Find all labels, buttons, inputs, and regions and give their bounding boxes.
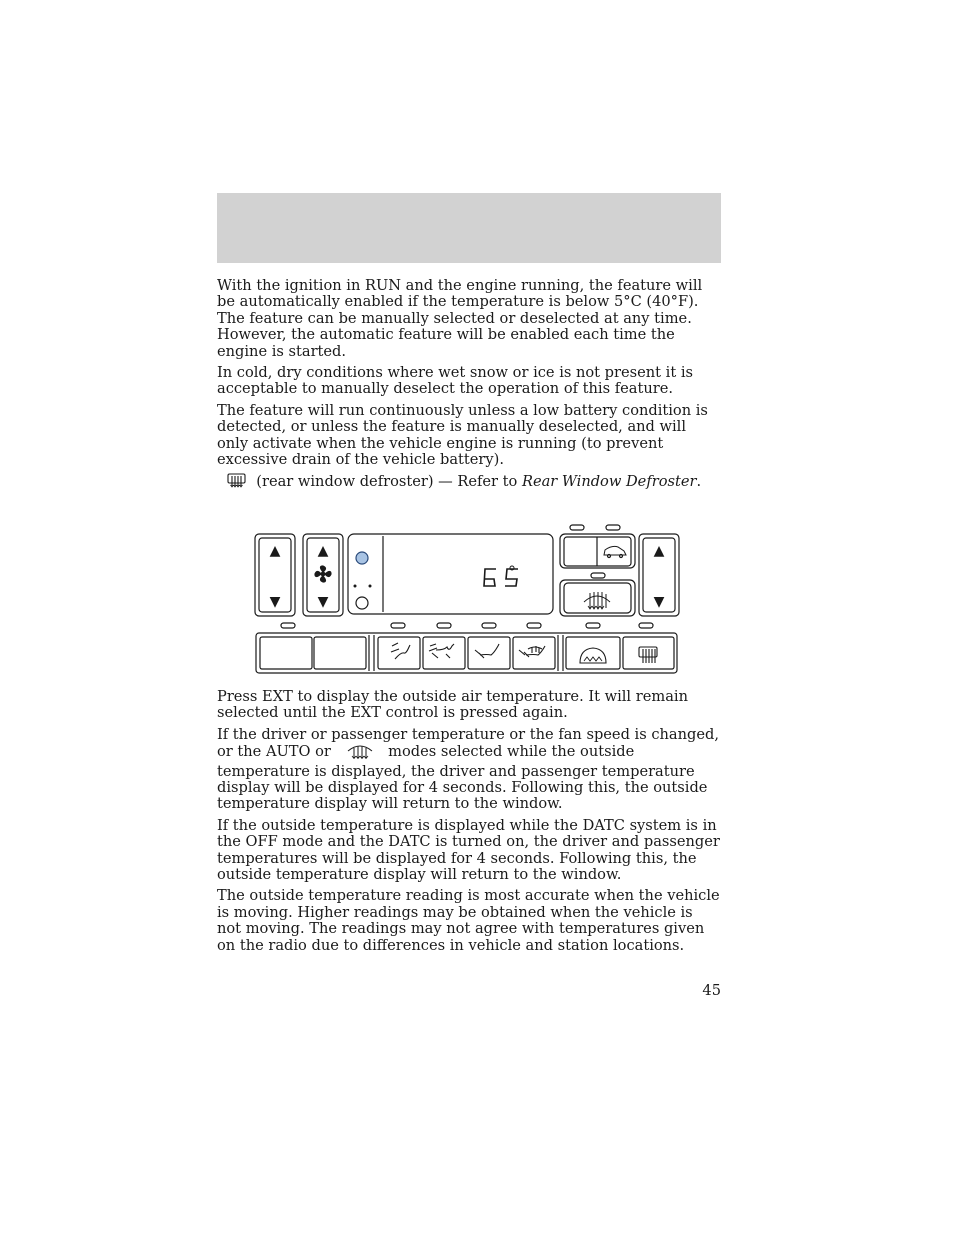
defrost-icon [336, 743, 384, 763]
panel-defrost-button[interactable] [560, 580, 635, 616]
driver-temp-down-button[interactable]: ▼ [269, 594, 281, 610]
defroster-note [217, 473, 721, 493]
passenger-temp-up-button[interactable]: ▲ [653, 543, 665, 559]
passenger-temp-down-button[interactable]: ▼ [653, 594, 665, 610]
defroster-text: (rear window defroster) — Refer to [256, 473, 522, 491]
recirculation-button[interactable] [560, 534, 635, 568]
paragraph: If the outside temperature is displayed while the DATC system is in the OFF mode and the DATC is turned on, the driver and passenger temperatures will be displayed for 4 seconds. Following this, the outside temperature display will return to the window. [217, 816, 720, 884]
defroster-link[interactable]: Rear Window Defroster [521, 473, 697, 491]
floor-defrost-icon[interactable] [519, 646, 545, 657]
panel-vent-icon[interactable] [391, 643, 410, 659]
paragraph-auto [217, 727, 721, 813]
display-temperature-readout [484, 566, 518, 586]
paragraph: The outside temperature reading is most accurate when the vehicle is moving. Higher readings may be obtained when the vehicle is not moving. The readings may not agree with temperatures given on the radio due to differences in vehicle and station locations. [217, 887, 720, 954]
defroster-text-end: . [696, 473, 702, 491]
floor-icon[interactable] [475, 644, 499, 658]
paragraph-ext: Press EXT to display the outside air temperature. It will remain selected until the EXT control is pressed again. [217, 688, 688, 722]
page-number: 45 [702, 982, 721, 999]
windshield-defrost-icon[interactable] [580, 648, 606, 663]
fan-speed-down-button[interactable]: ▼ [317, 594, 329, 610]
fan-icon [315, 566, 331, 582]
rear-window-defroster-icon [227, 473, 247, 493]
paragraph: In cold, dry conditions where wet snow or ice is not present it is acceptable to manually deselect the operation of this feature. [217, 364, 693, 398]
paragraph: With the ignition in RUN and the engine running, the feature will be automatically enabled if the temperature is below 5°C (40°F). The feature can be manually selected or deselected at any time. However, the automatic feature will be enabled each time the engine is started. [217, 277, 703, 360]
driver-temp-up-button[interactable]: ▲ [269, 543, 281, 559]
paragraph-auto-start: If the driver or passenger temperature or the fan speed is changed, or the AUTO or [217, 725, 719, 761]
paragraph-auto-end: modes selected while the outside temperature is displayed, the driver and passenger temperature display will be displayed for 4 seconds. Following this, the outside temperature display will return to the window. [217, 743, 708, 813]
rear-defrost-button-icon[interactable] [639, 647, 657, 663]
header-band [217, 193, 721, 263]
bottom-text [217, 689, 721, 959]
display-window [348, 534, 553, 614]
climate-control-panel [254, 522, 680, 676]
mode-button-strip [256, 633, 677, 673]
top-text [217, 278, 721, 499]
paragraph: The feature will run continuously unless a low battery condition is detected, or unless the feature is manually deselected, and will only activate when the vehicle engine is running (to prevent excessive drain of the vehicle battery). [217, 401, 708, 469]
fan-speed-up-button[interactable]: ▲ [317, 543, 329, 559]
panel-floor-icon[interactable] [429, 644, 454, 658]
